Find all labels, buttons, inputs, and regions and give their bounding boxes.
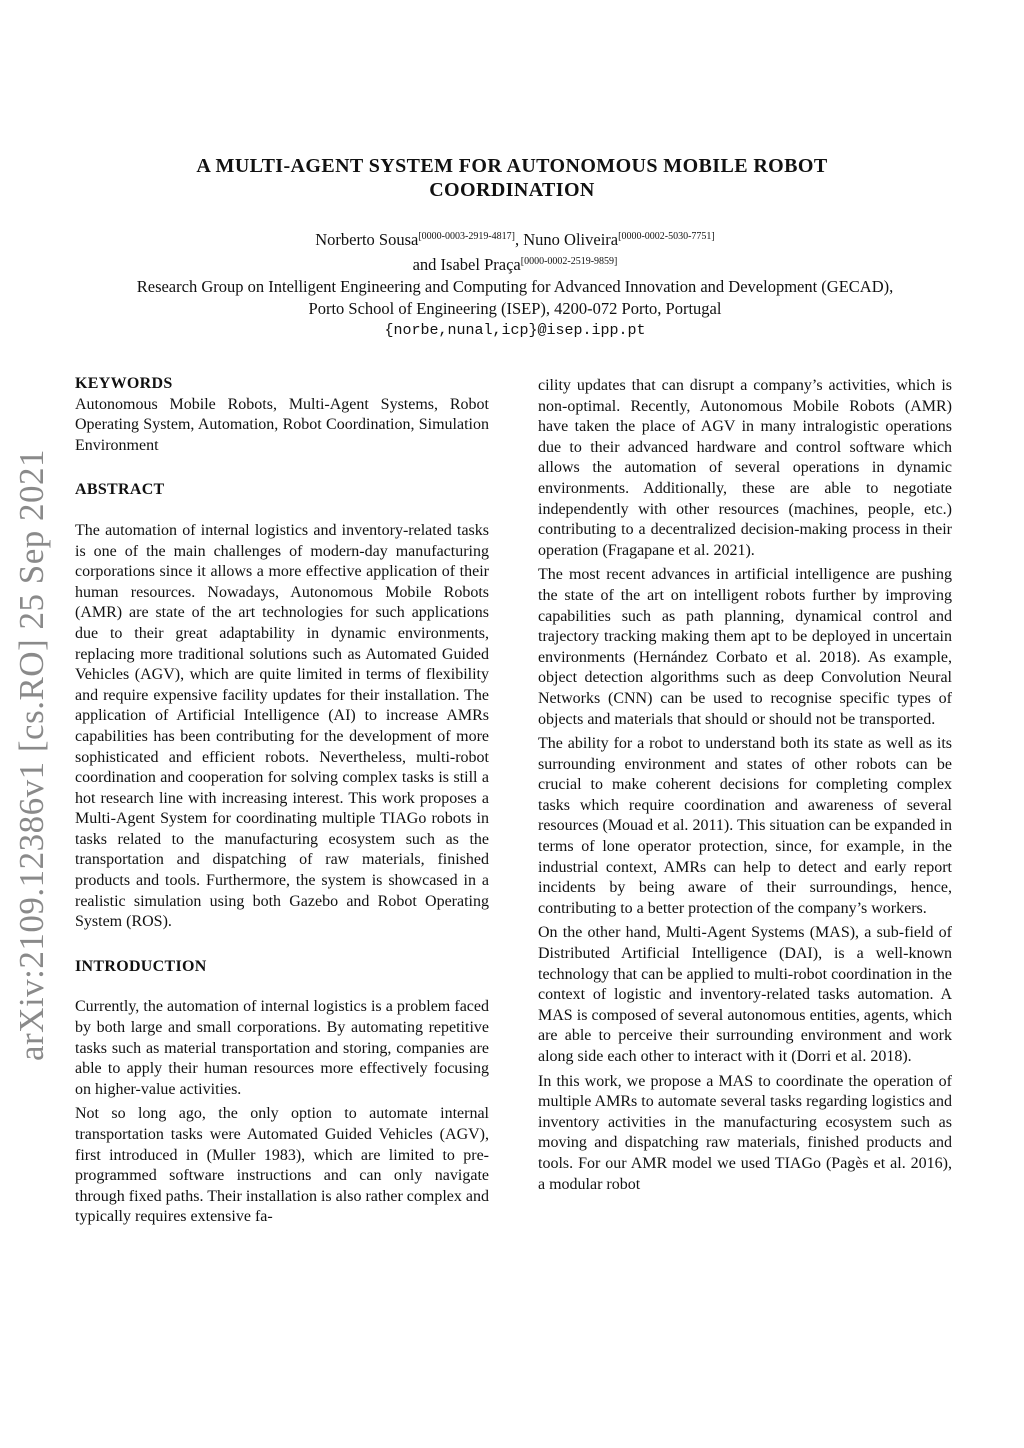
author-orcid: [0000-0002-2519-9859] (520, 256, 618, 267)
intro-paragraph: In this work, we propose a MAS to coordinate the operation of multiple AMRs to automate several tasks regarding logistics and inventory activities in the manufacturing ecosystem such as moving and dispatching raw materials, finished products and tools. For our AMR model we used TIAGo (Pagès et al. 2016), a modular robot (538, 1072, 952, 1193)
arxiv-identifier: arXiv:2109.12386v1 [cs.RO] 25 Sep 2021 (12, 448, 52, 1062)
intro-paragraph: On the other hand, Multi-Agent Systems (MAS), a sub-field of Distributed Artificial Intelligence (DAI), is a well-known technology that can be applied to multi-robot coordination in the context of logistic and inventory-related tasks automation. A MAS is composed of several autonomous entities, agents, which are able to perceive their surrounding environment and work along side each other to interact with it (Dorri et al. 2018). (538, 924, 952, 1065)
affiliation-line-1: Research Group on Intelligent Engineering and Computing for Advanced Innovation and Development (GECAD), (136, 277, 894, 296)
author-name: and Isabel Praça (412, 255, 521, 274)
intro-paragraph: Not so long ago, the only option to automate internal transportation tasks were Automated Guided Vehicles (AGV), first introduced in (Muller 1983), which are limited to pre-programmed software instructions and can only navigate through fixed paths. Their installation is also rather complex and typically requires extensive fa- (75, 1105, 489, 1226)
left-column (75, 374, 489, 1228)
author-block (70, 226, 960, 342)
intro-paragraph-continued: cility updates that can disrupt a company’s activities, which is non-optimal. Recently, Autonomous Mobile Robots (AMR) have taken the place of AGV in many intralogistic operations due to their advanced hardware and control software which allows the automation of several operations in dynamic environments. Additionally, these are able to negotiate independently with other resources (machines, people, etc.) contributing to a decentralized decision-making process in their operation (Fragapane et al. 2021). (538, 377, 952, 559)
introduction-heading: INTRODUCTION (75, 957, 207, 975)
intro-paragraph: Currently, the automation of internal logistics is a problem faced by both large and small corporations. By automating repetitive tasks such as material transportation and storing, companies are able to apply their human resources more effectively focusing on higher-value activities. (75, 998, 489, 1098)
paper-title: A MULTI-AGENT SYSTEM FOR AUTONOMOUS MOBILE ROBOT COORDINATION (196, 155, 828, 201)
author-line-1: Norberto Sousa[0000-0003-2919-4817], Nuno Oliveira[0000-0002-5030-7751] (315, 230, 715, 249)
author-name: Nuno Oliveira (523, 230, 619, 249)
abstract-heading: ABSTRACT (75, 481, 165, 499)
author-orcid: [0000-0003-2919-4817] (418, 231, 515, 242)
right-column (538, 376, 952, 1195)
intro-paragraph: The most recent advances in artificial intelligence are pushing the state of the art on intelligent robots further by improving capabilities such as path planning, dynamical control and trajectory tracking making them apt to be deployed in uncertain environments (Hernández Corbato et al. 2018). As example, object detection algorithms such as deep Convolution Neural Networks (CNN) can be used to recognise specific types of objects and materials that should or should not be transported. (538, 566, 952, 728)
keywords-heading: KEYWORDS (75, 375, 173, 392)
author-line-2 (70, 251, 960, 276)
abstract-text: The automation of internal logistics and inventory-related tasks is one of the main challenges of modern-day manufacturing corporations since it allows a more effective application of their human resources. Nowadays, Autonomous Mobile Robots (AMR) are state of the art technologies for such applications due to their great adaptability in dynamic environments, replacing more traditional solutions such as Automated Guided Vehicles (AGV), which are quite limited in terms of flexibility and require expensive facility updates for their installation. The application of Artificial Intelligence (AI) to increase AMRs capabilities has been contributing for the development of more sophisticated and efficient robots. Nevertheless, multi-robot coordination and cooperation for solving complex tasks is still a hot research line with increasing interest. This work proposes a Multi-Agent System for coordinating multiple TIAGo robots in tasks related to the manufacturing ecosystem such as the transportation and dispatching of raw materials, finished products and tools. Furthermore, the system is showcased in a realistic simulation using both Gazebo and Robot Operating System (ROS). (75, 521, 489, 931)
arxiv-stamp (6, 450, 58, 1060)
author-orcid: [0000-0002-5030-7751] (618, 231, 715, 242)
author-email: {norbe,nunal,icp}@isep.ipp.pt (384, 322, 646, 339)
intro-paragraph: The ability for a robot to understand both its state as well as its surrounding environment and states of other robots can be crucial to make coherent decisions for completing complex tasks which require coordination and awareness of several resources (Mouad et al. 2011). This situation can be expanded in terms of lone operator protection, since, for example, in the industrial context, AMRs can help to detect and early report incidents by being aware of their surroundings, hence, contributing to a better protection of the company’s workers. (538, 735, 952, 917)
affiliation-line-2: Porto School of Engineering (ISEP), 4200-072 Porto, Portugal (308, 299, 722, 318)
keywords-text: Autonomous Mobile Robots, Multi-Agent Systems, Robot Operating System, Automation, Robot Coordination, Simulation Environment (75, 395, 489, 454)
author-name: Norberto Sousa (315, 230, 419, 249)
